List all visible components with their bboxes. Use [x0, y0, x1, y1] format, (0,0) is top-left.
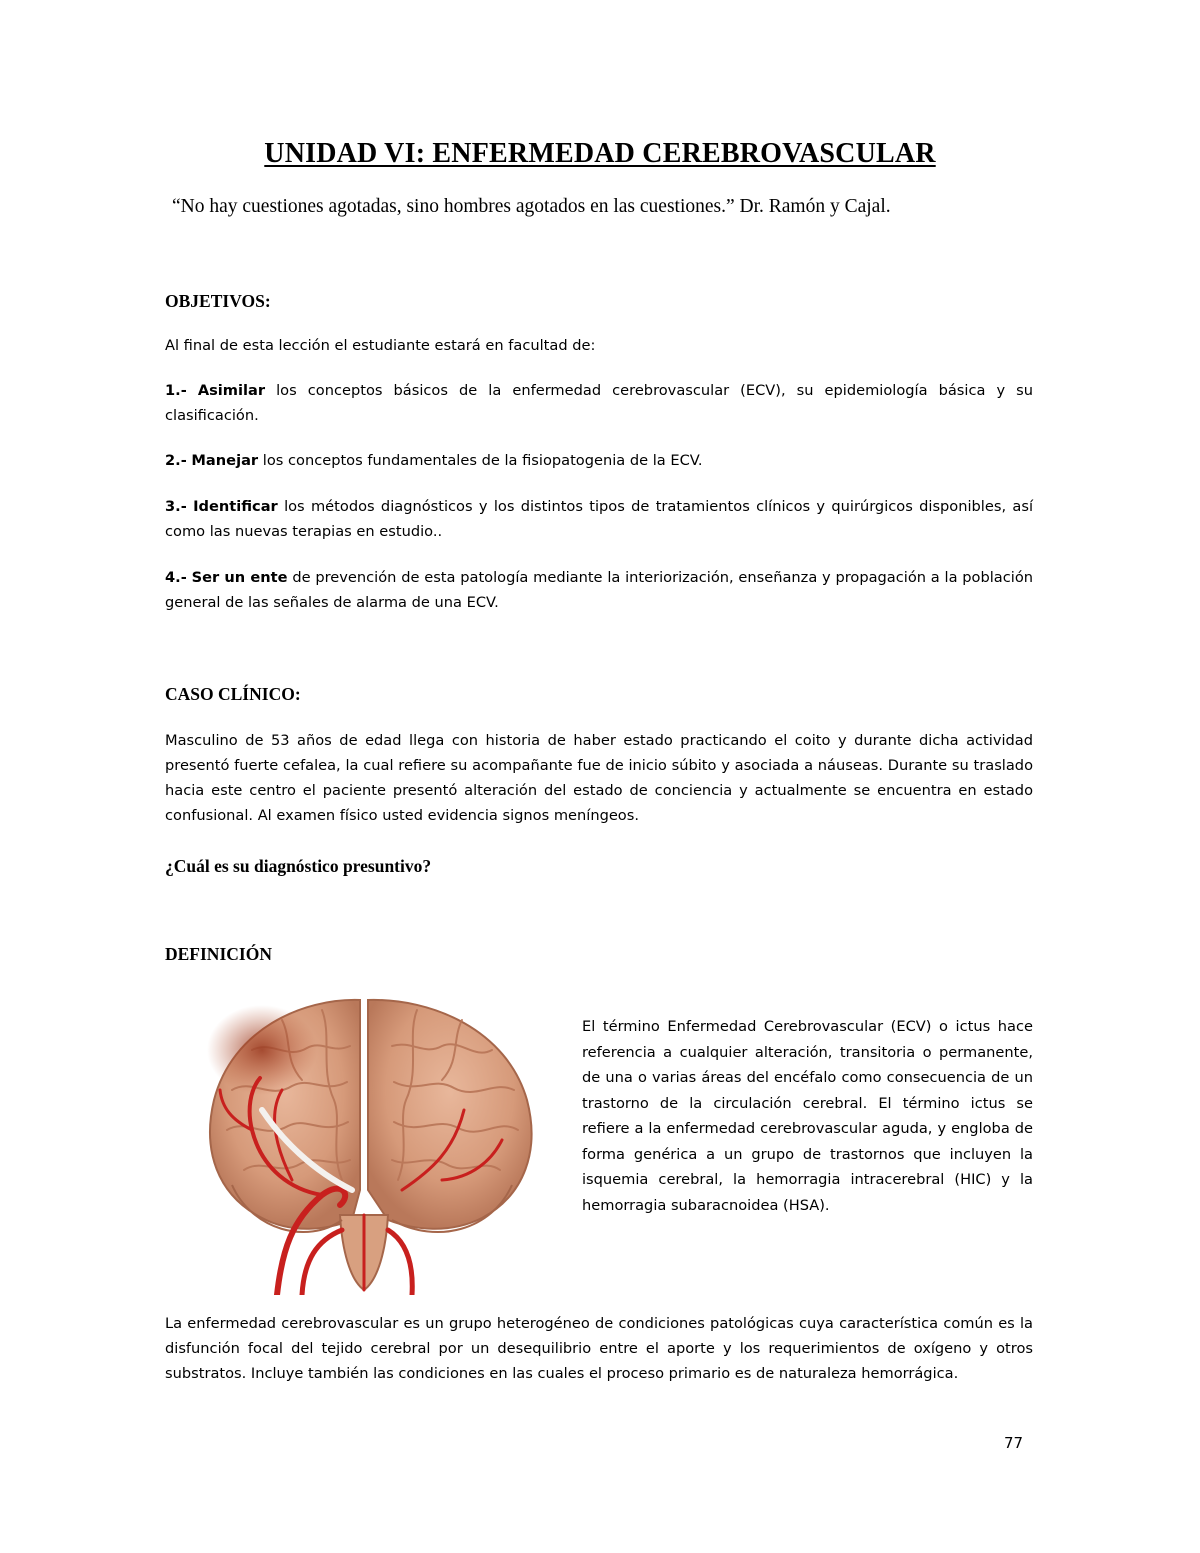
objective-item-1	[165, 378, 1033, 428]
objective-number: 1.-	[165, 382, 187, 399]
objective-verb: Manejar	[191, 452, 259, 469]
definition-heading: DEFINICIÓN	[165, 944, 272, 964]
objectives-heading: OBJETIVOS:	[165, 291, 271, 311]
objective-text: los conceptos básicos de la enfermedad cerebrovascular (ECV), su epidemiología básica y su clasificación.	[165, 382, 1034, 424]
epigraph-quote: “No hay cuestiones agotadas, sino hombres agotados en las cuestiones.” Dr. Ramón y Cajal.	[172, 196, 891, 217]
definition-paragraph: La enfermedad cerebrovascular es un grupo heterogéneo de condiciones patológicas cuya característica común es la disfunción focal del tejido cerebral por un desequilibrio entre el aporte y los requerimientos de oxígeno y otros substratos. Incluye también las condiciones en las cuales el proceso primario es de naturaleza hemorrágica.	[165, 1315, 1033, 1382]
objective-item-3	[165, 494, 1033, 544]
objective-verb: Identificar	[193, 498, 278, 515]
brain-illustration	[192, 990, 557, 1295]
clinical-case-text: Masculino de 53 años de edad llega con historia de haber estado practicando el coito y durante dicha actividad presentó fuerte cefalea, la cual refiere su acompañante fue de inicio súbito y asociada a náuseas. Durante su traslado hacia este centro el paciente presentó alteración del estado de conciencia y actualmente se encuentra en estado confusional. Al examen físico usted evidencia signos meníngeos.	[165, 732, 1033, 824]
objective-number: 3.-	[165, 498, 187, 515]
page-title: UNIDAD VI: ENFERMEDAD CEREBROVASCULAR	[264, 138, 936, 169]
objective-item-2	[165, 448, 1033, 473]
objective-verb: Ser un ente	[191, 569, 288, 586]
objective-number: 2.-	[165, 452, 187, 469]
objective-text: los conceptos fundamentales de la fisiopatogenia de la ECV.	[258, 452, 703, 469]
objective-number: 4.-	[165, 569, 187, 586]
objective-text: los métodos diagnósticos y los distintos tipos de tratamientos clínicos y quirúrgicos disponibles, así como las nuevas terapias en estudio..	[165, 498, 1033, 540]
objectives-intro: Al final de esta lección el estudiante estará en facultad de:	[165, 337, 596, 354]
objective-verb: Asimilar	[197, 382, 266, 399]
objective-item-4	[165, 565, 1033, 615]
clinical-case-question: ¿Cuál es su diagnóstico presuntivo?	[165, 856, 432, 876]
definition-side-text: El término Enfermedad Cerebrovascular (ECV) o ictus hace referencia a cualquier alteración, transitoria o permanente, de una o varias áreas del encéfalo como consecuencia de un trastorno de la circulación cerebral. El término ictus se refiere a la enfermedad cerebrovascular aguda, y engloba de forma genérica a un grupo de trastornos que incluyen la isquemia cerebral, la hemorragia intracerebral (HIC) y la hemorragia subaracnoidea (HSA).	[582, 1018, 1033, 1214]
clinical-case-heading: CASO CLÍNICO:	[165, 684, 301, 704]
page-number: 77	[1004, 1434, 1024, 1452]
objective-text: de prevención de esta patología mediante la interiorización, enseñanza y propagación a la población general de las señales de alarma de una ECV.	[165, 569, 1034, 611]
